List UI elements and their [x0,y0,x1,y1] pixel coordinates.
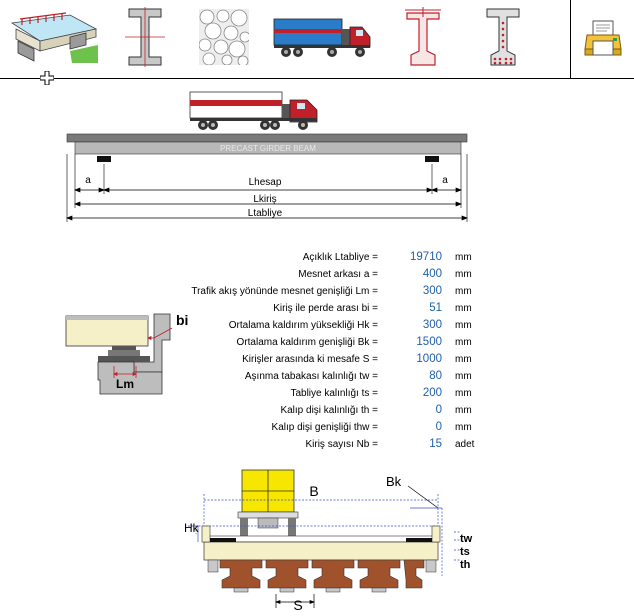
param-value-ts[interactable]: 200 [422,387,442,399]
param-unit: mm [455,354,472,365]
printer-icon[interactable] [570,0,634,78]
param-label: Kalıp dişi genişliği thw = [271,422,378,433]
section-s-label: S [293,597,303,613]
param-value-bk[interactable]: 1500 [416,336,442,348]
param-value-tw[interactable]: 80 [429,370,442,382]
param-value-hk[interactable]: 300 [422,319,442,331]
truck-elevation-icon [190,92,317,130]
param-unit: mm [455,269,472,280]
beam-label: PRECAST GIRDER BEAM [220,144,316,153]
param-label: Aşınma tabakası kalınlığı tw = [244,371,378,382]
section-tw-label: tw [460,533,473,545]
param-unit: mm [455,388,472,399]
dim-lkiris: Lkiriş [253,194,277,205]
section-ts-label: ts [460,546,470,558]
param-value-lm[interactable]: 300 [422,285,442,297]
param-row-ts [150,387,490,403]
dim-ltabliye: Ltabliye [247,208,283,219]
param-value-a[interactable]: 400 [422,268,442,280]
dim-a-right: a [442,175,448,186]
param-unit: mm [455,337,472,348]
param-value-th[interactable]: 0 [435,404,442,416]
beam-elevation-drawing [55,90,485,230]
crosshair-cursor-icon [40,71,54,90]
aggregate-icon[interactable] [196,2,252,72]
param-unit: mm [455,320,472,331]
param-unit: mm [455,405,472,416]
param-label: Tabliye kalınlığı ts = [290,388,378,399]
param-label: Ortalama kaldırım yüksekliği Hk = [228,320,378,331]
girder-section-icon[interactable] [398,2,448,72]
param-row-tw [150,370,490,386]
section-bk-label: Bk [386,474,402,489]
param-row-ltabliye [150,251,490,267]
dim-lhesap: Lhesap [248,177,282,188]
param-row-nb [150,438,490,454]
section-hk-label: Hk [184,521,199,535]
toolbar [0,0,634,79]
param-label: Kirişler arasında ki mesafe S = [242,354,378,365]
param-value-nb[interactable]: 15 [429,438,442,450]
param-value-s[interactable]: 1000 [416,353,442,365]
param-unit: mm [455,303,472,314]
param-unit: mm [455,371,472,382]
param-row-lm [150,285,490,301]
param-unit: mm [455,252,472,263]
girder-strands-icon[interactable] [478,2,528,72]
param-label: Ortalama kaldırım genişliği Bk = [236,337,378,348]
deck-cross-section-drawing [180,464,480,614]
param-row-bk [150,336,490,352]
param-label: Kiriş sayısı Nb = [305,439,378,450]
truck-icon[interactable] [272,2,372,72]
param-unit: mm [455,422,472,433]
param-value-ltabliye[interactable]: 19710 [410,251,442,263]
param-row-th [150,404,490,420]
section-b-label: B [309,483,319,499]
param-row-thw [150,421,490,437]
i-beam-icon[interactable] [120,2,170,72]
param-row-bi [150,302,490,318]
param-row-a [150,268,490,284]
bi-label: bi [176,312,189,328]
param-unit: mm [455,286,472,297]
param-label: Trafik akış yönünde mesnet genişliği Lm = [191,286,378,297]
param-value-thw[interactable]: 0 [435,421,442,433]
param-unit: adet [455,439,475,450]
param-label: Kalıp dişi kalınlığı th = [280,405,378,416]
param-row-hk [150,319,490,335]
section-th-label: th [460,559,471,571]
bridge-icon[interactable] [8,2,100,72]
param-row-s [150,353,490,369]
param-label: Kiriş ile perde arası bi = [273,303,378,314]
param-value-bi[interactable]: 51 [429,302,442,314]
dim-a-left: a [85,175,91,186]
param-label: Açıklık Ltabliye = [302,252,378,263]
param-label: Mesnet arkası a = [298,269,378,280]
lm-label: Lm [116,377,134,391]
